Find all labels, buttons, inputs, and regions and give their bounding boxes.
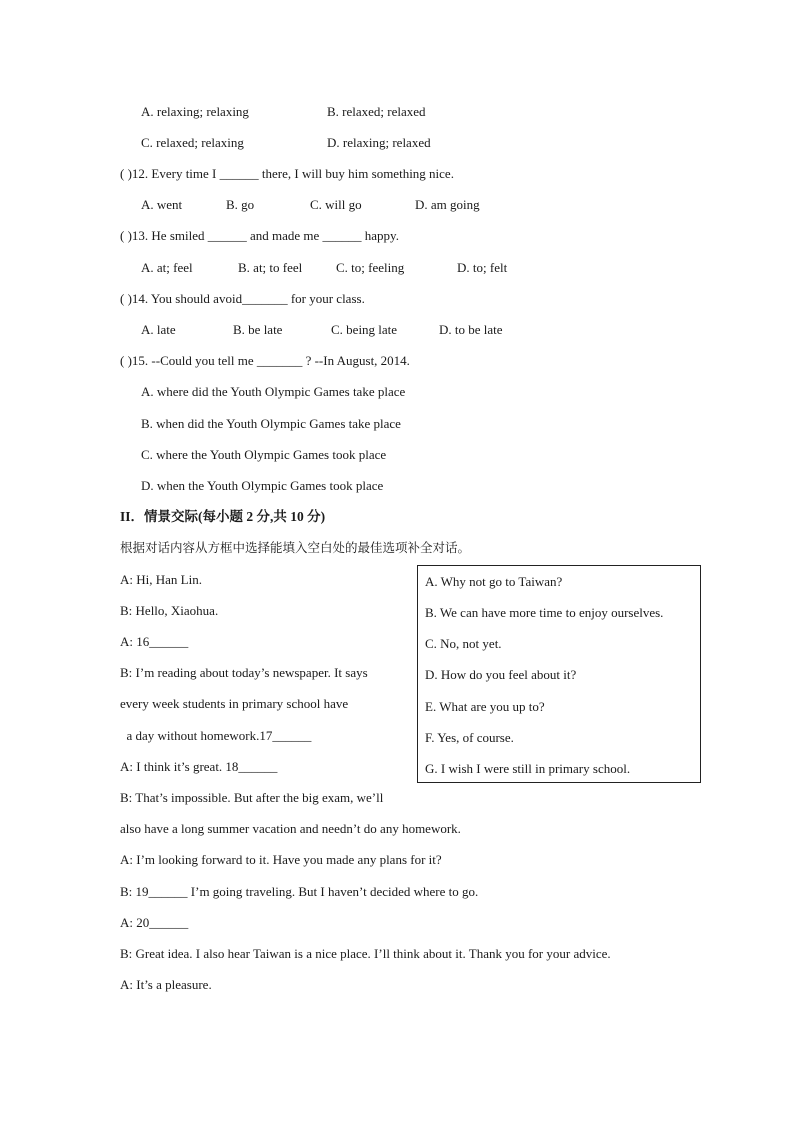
dialogue-line: B: Hello, Xiaohua.: [120, 603, 219, 618]
box-option-b: B. We can have more time to enjoy ourselves.: [425, 605, 664, 620]
q12-option-a: A. went: [141, 197, 183, 212]
q11-option-a: A. relaxing; relaxing: [141, 104, 249, 119]
question-15-stem: ( )15. --Could you tell me _______ ? --In August, 2014.: [120, 353, 410, 368]
q14-option-c: C. being late: [331, 322, 398, 337]
dialogue-line: A: Hi, Han Lin.: [120, 572, 202, 587]
dialogue-blank-20: A: 20______: [120, 915, 189, 930]
box-option-c: C. No, not yet.: [425, 636, 502, 651]
dialogue-line: every week students in primary school have: [120, 696, 349, 711]
question-12-stem: ( )12. Every time I ______ there, I will buy him something nice.: [120, 166, 454, 181]
q14-option-a: A. late: [141, 322, 176, 337]
dialogue-blank-17: a day without homework.17______: [120, 728, 312, 743]
q14-option-b: B. be late: [233, 322, 283, 337]
q13-option-c: C. to; feeling: [336, 260, 405, 275]
q13-option-d: D. to; felt: [457, 260, 508, 275]
box-option-e: E. What are you up to?: [425, 699, 545, 714]
section-2-title: II．情景交际(每小题 2 分,共 10 分): [120, 509, 326, 524]
dialogue-line: B: Great idea. I also hear Taiwan is a nice place. I’ll think about it. Thank you for your advice.: [120, 946, 611, 961]
q15-option-c: C. where the Youth Olympic Games took place: [141, 447, 387, 462]
dialogue-line: B: That’s impossible. But after the big exam, we’ll: [120, 790, 384, 805]
q14-option-d: D. to be late: [439, 322, 503, 337]
dialogue-blank-19: B: 19______ I’m going traveling. But I haven’t decided where to go.: [120, 884, 479, 899]
q11-option-c: C. relaxed; relaxing: [141, 135, 244, 150]
q15-option-b: B. when did the Youth Olympic Games take place: [141, 416, 401, 431]
answer-options-box: [417, 565, 701, 783]
q12-option-b: B. go: [226, 197, 255, 212]
q11-option-d: D. relaxing; relaxed: [327, 135, 431, 150]
q11-option-b: B. relaxed; relaxed: [327, 104, 426, 119]
dialogue-line: A: It’s a pleasure.: [120, 977, 212, 992]
box-option-d: D. How do you feel about it?: [425, 667, 577, 682]
box-option-g: G. I wish I were still in primary school.: [425, 761, 631, 776]
box-option-a: A. Why not go to Taiwan?: [425, 574, 563, 589]
q12-option-d: D. am going: [415, 197, 480, 212]
q15-option-d: D. when the Youth Olympic Games took place: [141, 478, 384, 493]
dialogue-line: also have a long summer vacation and needn’t do any homework.: [120, 821, 461, 836]
q12-option-c: C. will go: [310, 197, 362, 212]
q13-option-a: A. at; feel: [141, 260, 193, 275]
section-2-instruction: 根据对话内容从方框中选择能填入空白处的最佳选项补全对话。: [120, 540, 471, 555]
question-13-stem: ( )13. He smiled ______ and made me ______ happy.: [120, 228, 399, 243]
dialogue-line: B: I’m reading about today’s newspaper. It says: [120, 665, 368, 680]
q13-option-b: B. at; to feel: [238, 260, 303, 275]
dialogue-blank-16: A: 16______: [120, 634, 189, 649]
box-option-f: F. Yes, of course.: [425, 730, 514, 745]
q15-option-a: A. where did the Youth Olympic Games take place: [141, 384, 406, 399]
dialogue-line: A: I’m looking forward to it. Have you made any plans for it?: [120, 852, 442, 867]
question-14-stem: ( )14. You should avoid_______ for your class.: [120, 291, 365, 306]
dialogue-blank-18: A: I think it’s great. 18______: [120, 759, 278, 774]
